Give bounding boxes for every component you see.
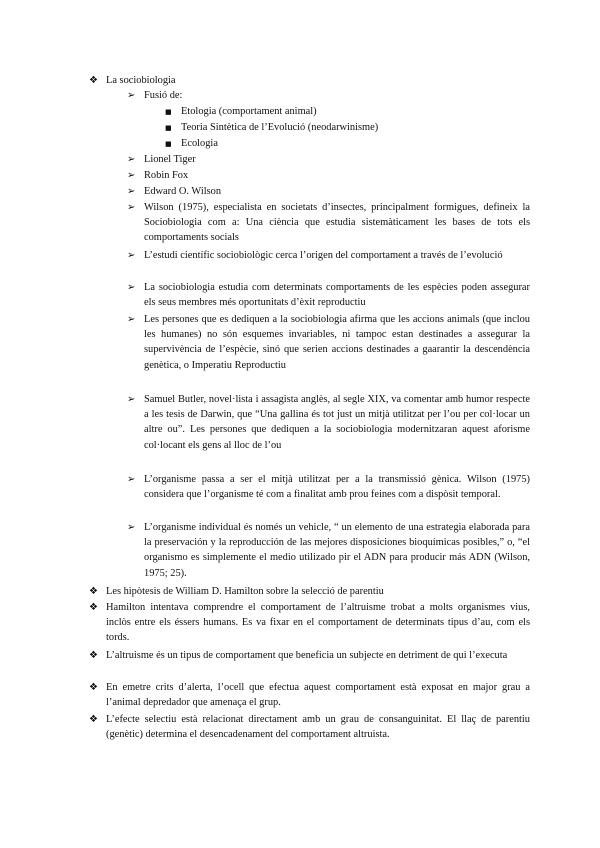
square-bullet-icon: ■ [165,140,172,148]
item-text: L’estudi científic sociobiològic cerca l’origen del comportament a través de l’evolució [144,250,503,261]
item-text: Ecologia [181,138,218,149]
arrow-bullet-icon: ➢ [127,186,136,197]
bullet-item-level2 [127,520,530,581]
diamond-bullet-icon: ❖ [89,586,98,597]
item-text: L’efecte selectiu està relacionat directament amb un grau de consanguinitat. El llaç de parentiu (genètic) determina el desencadenament del comportament altruista. [106,714,530,741]
bullet-item-level2 [127,312,530,373]
bullet-item-level1 [89,680,530,710]
arrow-bullet-icon: ➢ [127,522,136,533]
item-text: Les hipòtesis de William D. Hamilton sobre la selecció de parentiu [106,586,384,597]
item-text: Lionel Tiger [144,154,196,165]
item-text: Les persones que es dediquen a la sociobiologia afirma que les accions animals (que inclou les humanes) no són esquemes invariables, ni tampoc estan destinades a assegurar la supervivència de l’espècie, sinó que serien accions destinades a gaarantir la descendència genètica, o Imperatiu Reproductiu [144,314,530,371]
item-text: Teoria Sintètica de l’Evolució (neodarwinisme) [181,122,379,133]
diamond-bullet-icon: ❖ [89,650,98,661]
diamond-bullet-icon: ❖ [89,75,98,86]
diamond-bullet-icon: ❖ [89,682,98,693]
arrow-bullet-icon: ➢ [127,202,136,213]
item-text: Etologia (comportament animal) [181,106,317,117]
arrow-bullet-icon: ➢ [127,474,136,485]
bullet-item-level2 [127,280,530,310]
item-text: En emetre crits d’alerta, l’ocell que efectua aquest comportament està exposat en major grau a l’animal depredador que amenaça el grup. [106,682,530,709]
bullet-item-level1 [89,584,530,599]
bullet-item-level2 [127,184,530,199]
item-text: Robin Fox [144,170,189,181]
item-text: L’organisme individual és només un vehicle, “ un elemento de una estrategia elaborada para la preservación y la reproducción de las mejores disposiciones bioquímicas posibles,” o, “el organismo es simplemente el medio utilizado pir el ADN para producir más ADN (Wilson, 1975; 25). [144,522,530,579]
arrow-bullet-icon: ➢ [127,282,136,293]
arrow-bullet-icon: ➢ [127,170,136,181]
bullet-item-level2 [127,200,530,246]
bullet-item-level1 [89,600,530,646]
arrow-bullet-icon: ➢ [127,90,136,101]
bullet-item-level2 [127,88,530,103]
bullet-item-level3 [165,104,530,119]
item-text: Wilson (1975), especialista en societats d’insectes, principalment formigues, defineix la Sociobiologia com a: Una ciència que estudia sistemàticament les bases de tots els comportaments socials [144,202,530,244]
item-text: Hamilton intentava comprendre el comportament de l’altruisme trobat a molts organismes vius, inclòs entre els éssers humans. Es va fixar en el comportament de determinats tipus d’au, com els tords. [106,602,530,644]
bullet-item-level2 [127,392,530,453]
arrow-bullet-icon: ➢ [127,314,136,325]
item-text: Samuel Butler, novel·lista i assagista anglès, al segle XIX, va comentar amb humor respecte a les tesis de Darwin, que “Una gallina és tot just un mitjà utilitzat per l’ou per col·locar un altre ou”. Les persones que dediquen a la sociobiologia modernitzaran aquest aforisme col·locant els gens al lloc de l’ou [144,394,530,451]
bullet-item-level1 [89,712,530,742]
diamond-bullet-icon: ❖ [89,602,98,613]
item-text: L’altruisme és un tipus de comportament que beneficia un subjecte en detriment de qui l’executa [106,650,508,661]
diamond-bullet-icon: ❖ [89,714,98,725]
bullet-item-level3 [165,120,530,135]
bullet-item-level3 [165,136,530,151]
arrow-bullet-icon: ➢ [127,250,136,261]
arrow-bullet-icon: ➢ [127,394,136,405]
bullet-item-level1 [89,648,530,663]
bullet-item-level2 [127,152,530,167]
square-bullet-icon: ■ [165,124,172,132]
bullet-item-level2 [127,472,530,502]
bullet-item-level2 [127,168,530,183]
item-text: Edward O. Wilson [144,186,222,197]
square-bullet-icon: ■ [165,108,172,116]
item-text: La sociobiologia [106,75,176,86]
item-text: La sociobiologia estudia com determinats comportaments de les espècies poden assegurar els seus membres més oportunitats d’èxit reproductiu [144,282,530,309]
item-text: Fusió de: [144,90,183,101]
arrow-bullet-icon: ➢ [127,154,136,165]
bullet-item-level2 [127,248,530,263]
item-text: L’organisme passa a ser el mitjà utilitzat per a la transmissió gènica. Wilson (1975) considera que l’organisme té com a finalitat amb prou feines com a dispòsit temporal. [144,474,530,501]
bullet-item-level1 [89,73,530,88]
